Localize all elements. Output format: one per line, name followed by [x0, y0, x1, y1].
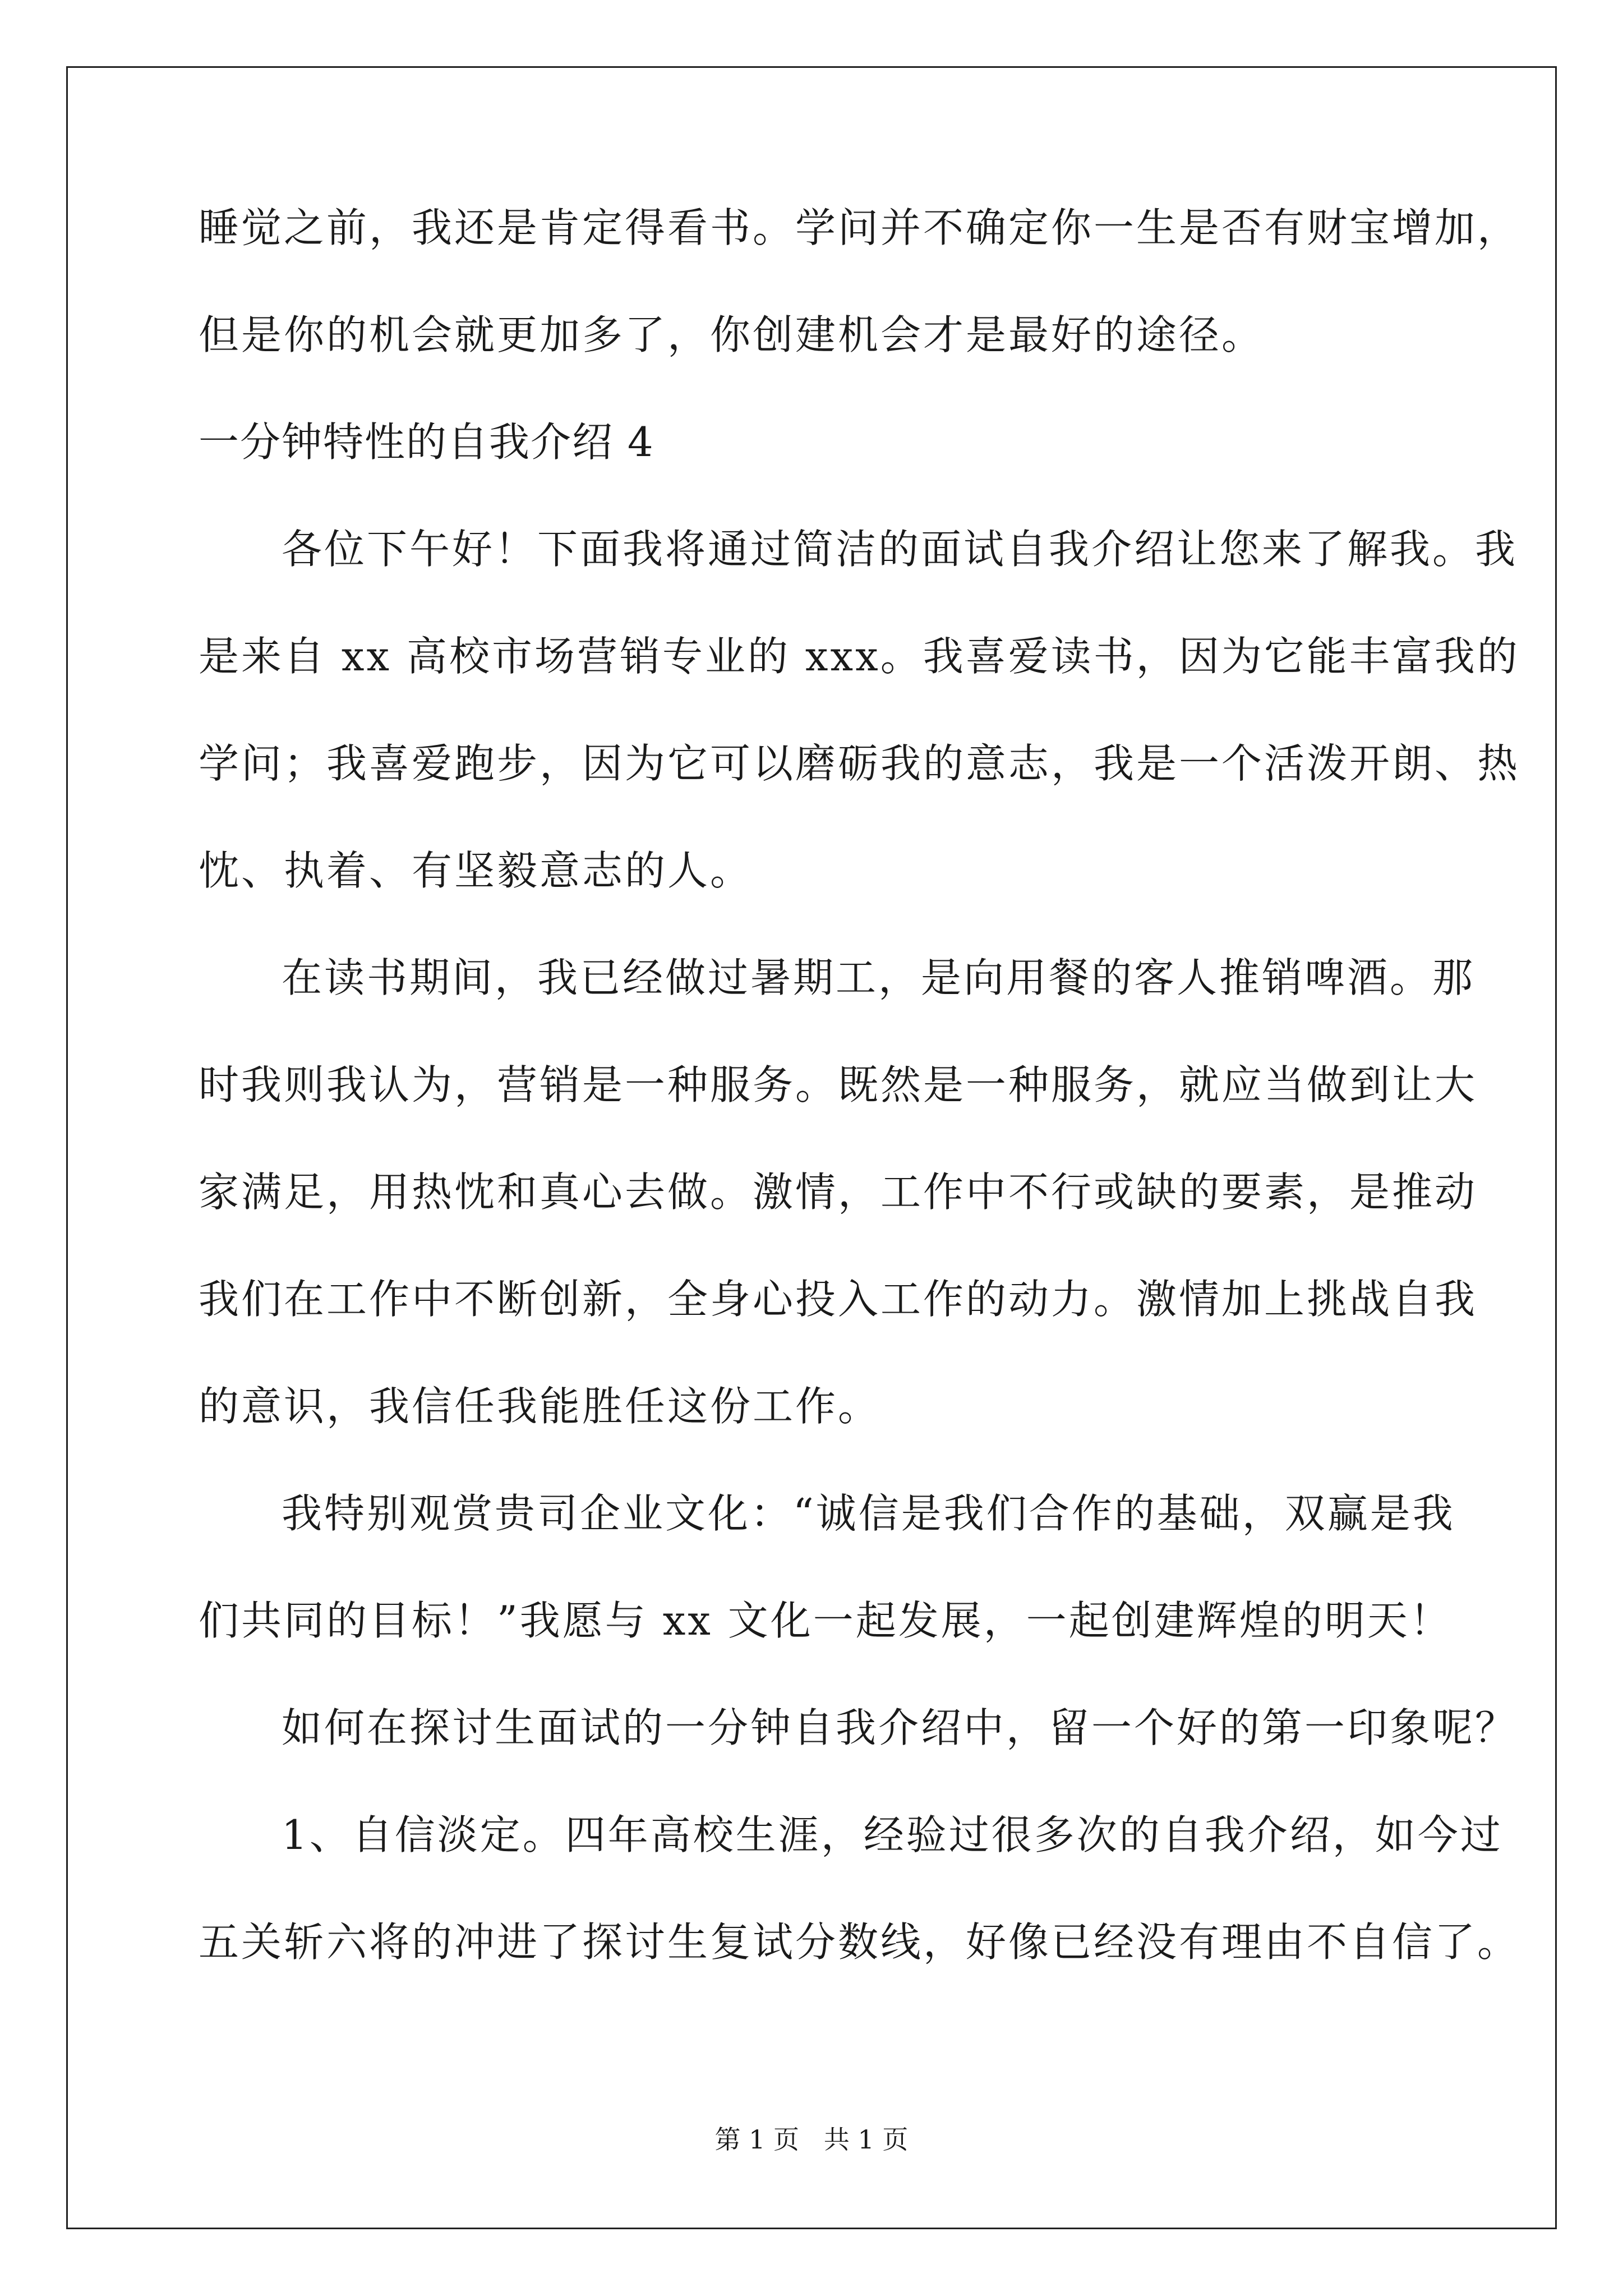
- text-line-11: 我们在工作中不断创新，全身心投入工作的动力。激情加上挑战自我: [199, 1276, 1478, 1323]
- text-line-16: 1、自信淡定。四年高校生涯，经验过很多次的自我介绍，如今过: [282, 1811, 1503, 1858]
- text-line-15: 如何在探讨生面试的一分钟自我介绍中，留一个好的第一印象呢？: [282, 1704, 1518, 1751]
- text-line-1: 睡觉之前，我还是肯定得看书。学问并不确定你一生是否有财宝增加，: [199, 204, 1520, 251]
- text-line-5: 是来自 xx 高校市场营销专业的 xxx。我喜爱读书，因为它能丰富我的: [199, 633, 1520, 680]
- text-line-12: 的意识，我信任我能胜任这份工作。: [199, 1383, 881, 1430]
- document-body: [199, 204, 1520, 2029]
- text-line-7: 忱、执着、有坚毅意志的人。: [199, 847, 753, 894]
- text-line-13: 我特别观赏贵司企业文化：“诚信是我们合作的基础，双赢是我: [282, 1490, 1455, 1537]
- section-heading: 一分钟特性的自我介绍 4: [199, 418, 654, 466]
- text-line-10: 家满足，用热忱和真心去做。激情，工作中不行或缺的要素，是推动: [199, 1168, 1478, 1216]
- text-line-6: 学问；我喜爱跑步，因为它可以磨砺我的意志，我是一个活泼开朗、热: [199, 740, 1520, 787]
- text-line-2: 但是你的机会就更加多了，你创建机会才是最好的途径。: [199, 311, 1265, 358]
- page-footer: 第 1 页 共 1 页: [714, 2124, 909, 2155]
- text-line-9: 时我则我认为，营销是一种服务。既然是一种服务，就应当做到让大: [199, 1061, 1478, 1108]
- text-line-8: 在读书期间，我已经做过暑期工，是向用餐的客人推销啤酒。那: [282, 954, 1476, 1001]
- text-line-14: 们共同的目标！”我愿与 xx 文化一起发展，一起创建辉煌的明天！: [199, 1597, 1453, 1644]
- text-line-17: 五关斩六将的冲进了探讨生复试分数线，好像已经没有理由不自信了。: [199, 1918, 1520, 1966]
- text-line-4: 各位下午好！下面我将通过简洁的面试自我介绍让您来了解我。我: [282, 526, 1518, 573]
